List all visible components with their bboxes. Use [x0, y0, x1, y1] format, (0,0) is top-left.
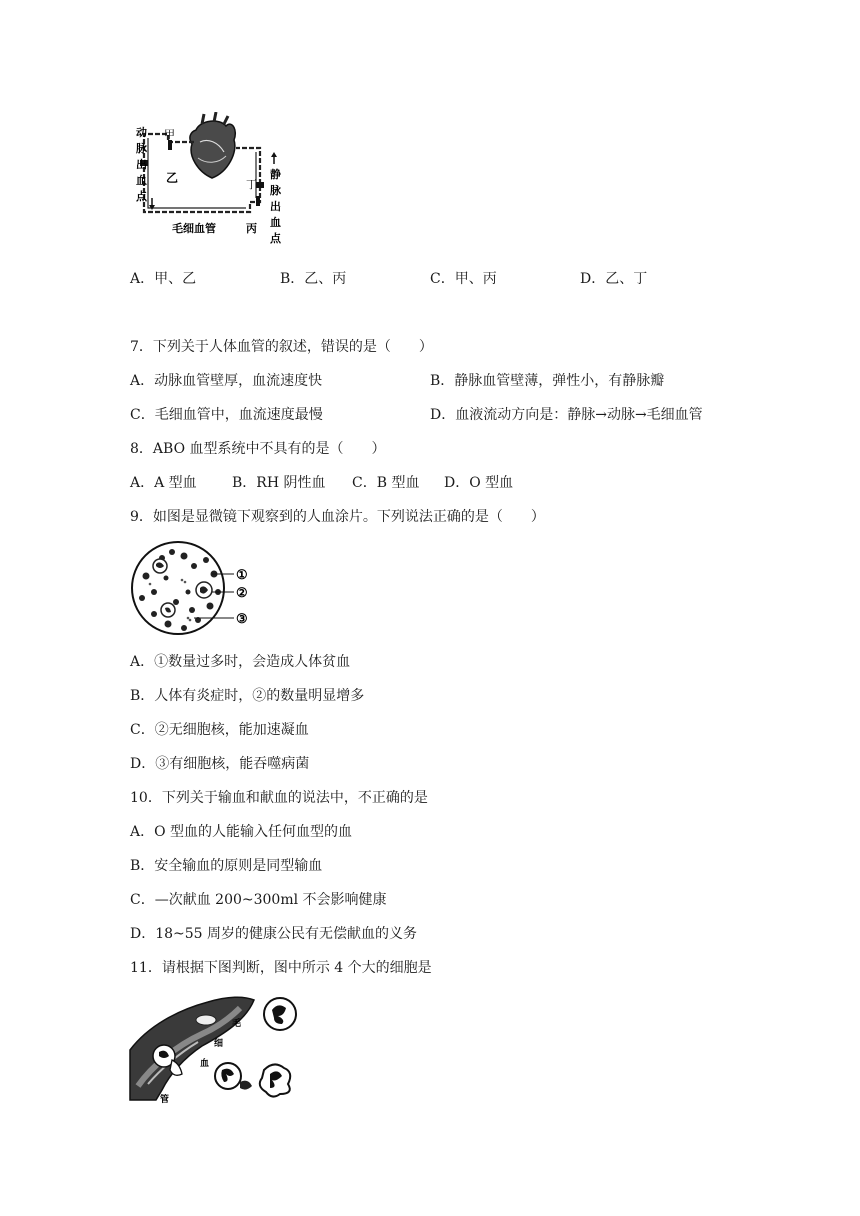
left-label-2: 脉 — [136, 142, 147, 155]
label-bing: 丙 — [246, 222, 257, 235]
q11-stem: 11．请根据下图判断，图中所示 4 个大的细胞是 — [130, 960, 432, 976]
q9-option-b[interactable]: B．人体有炎症时，②的数量明显增多 — [130, 688, 365, 704]
q10-option-a[interactable]: A．O 型血的人能输入任何血型的血 — [130, 824, 353, 840]
q8-stem: 8．ABO 血型系统中不具有的是（ ） — [130, 441, 386, 457]
q8-option-a[interactable]: A．A 型血 — [130, 475, 197, 491]
blood-circulation-diagram — [128, 112, 288, 252]
blood-smear-diagram — [128, 540, 268, 640]
q8-option-d[interactable]: D．O 型血 — [444, 475, 514, 491]
q7-option-d[interactable]: D．血液流动方向是：静脉→动脉→毛细血管 — [430, 407, 703, 423]
q8-option-c[interactable]: C．B 型血 — [352, 475, 420, 491]
right-label-2: 脉 — [270, 184, 281, 197]
q6-option-c[interactable]: C．甲、丙 — [430, 271, 497, 287]
q10-option-d[interactable]: D．18~55 周岁的健康公民有无偿献血的义务 — [130, 926, 418, 942]
left-label-3: 出 — [136, 158, 147, 171]
q10-option-c[interactable]: C．—次献血 200~300ml 不会影响健康 — [130, 892, 387, 908]
right-label-4: 血 — [270, 216, 281, 229]
q7-option-a[interactable]: A．动脉血管壁厚，血流速度快 — [130, 373, 323, 389]
right-label-3: 出 — [270, 200, 281, 213]
left-label-5: 点 — [136, 190, 147, 203]
left-label-1: 动 — [136, 126, 147, 139]
right-label-1: 静 — [270, 168, 281, 181]
q7-option-b[interactable]: B．静脉血管壁薄，弹性小，有静脉瓣 — [430, 373, 665, 389]
q6-option-d[interactable]: D．乙、丁 — [580, 271, 648, 287]
q9-option-d[interactable]: D．③有细胞核，能吞噬病菌 — [130, 756, 310, 772]
vessel-label-3: 血 — [200, 1059, 210, 1069]
q10-option-b[interactable]: B．安全输血的原则是同型输血 — [130, 858, 323, 874]
q6-option-b[interactable]: B．乙、丙 — [280, 271, 347, 287]
right-label-5: 点 — [270, 232, 281, 245]
smear-label-2: ② — [236, 586, 248, 601]
q7-option-c[interactable]: C．毛细血管中，血流速度最慢 — [130, 407, 323, 423]
smear-label-3: ③ — [236, 612, 248, 627]
label-ding: 丁 — [246, 178, 257, 191]
q10-stem: 10．下列关于输血和献血的说法中，不正确的是 — [130, 790, 428, 806]
white-blood-cell-icon — [260, 1064, 291, 1096]
left-label-4: 血 — [136, 174, 147, 187]
heart-icon — [190, 112, 235, 178]
q9-stem: 9．如图是显微镜下观察到的人血涂片。下列说法正确的是（ ） — [130, 509, 545, 525]
capillary-cells-diagram — [128, 990, 308, 1110]
q6-option-a[interactable]: A．甲、乙 — [130, 271, 197, 287]
label-jia: 甲 — [164, 128, 175, 141]
white-blood-cell-icon — [264, 998, 296, 1030]
vessel-label-2: 细 — [214, 1039, 224, 1049]
vessel-label-4: 管 — [160, 1095, 170, 1105]
label-yi: 乙 — [166, 171, 179, 185]
q7-stem: 7．下列关于人体血管的叙述，错误的是（ ） — [130, 339, 433, 355]
q8-option-b[interactable]: B．RH 阴性血 — [232, 475, 326, 491]
bottom-label: 毛细血管 — [172, 222, 216, 235]
vessel-label-1: 毛 — [232, 1019, 242, 1029]
q9-option-a[interactable]: A．①数量过多时，会造成人体贫血 — [130, 654, 351, 670]
q9-option-c[interactable]: C．②无细胞核，能加速凝血 — [130, 722, 309, 738]
white-blood-cell-icon — [215, 1063, 252, 1090]
smear-label-1: ① — [236, 568, 248, 583]
